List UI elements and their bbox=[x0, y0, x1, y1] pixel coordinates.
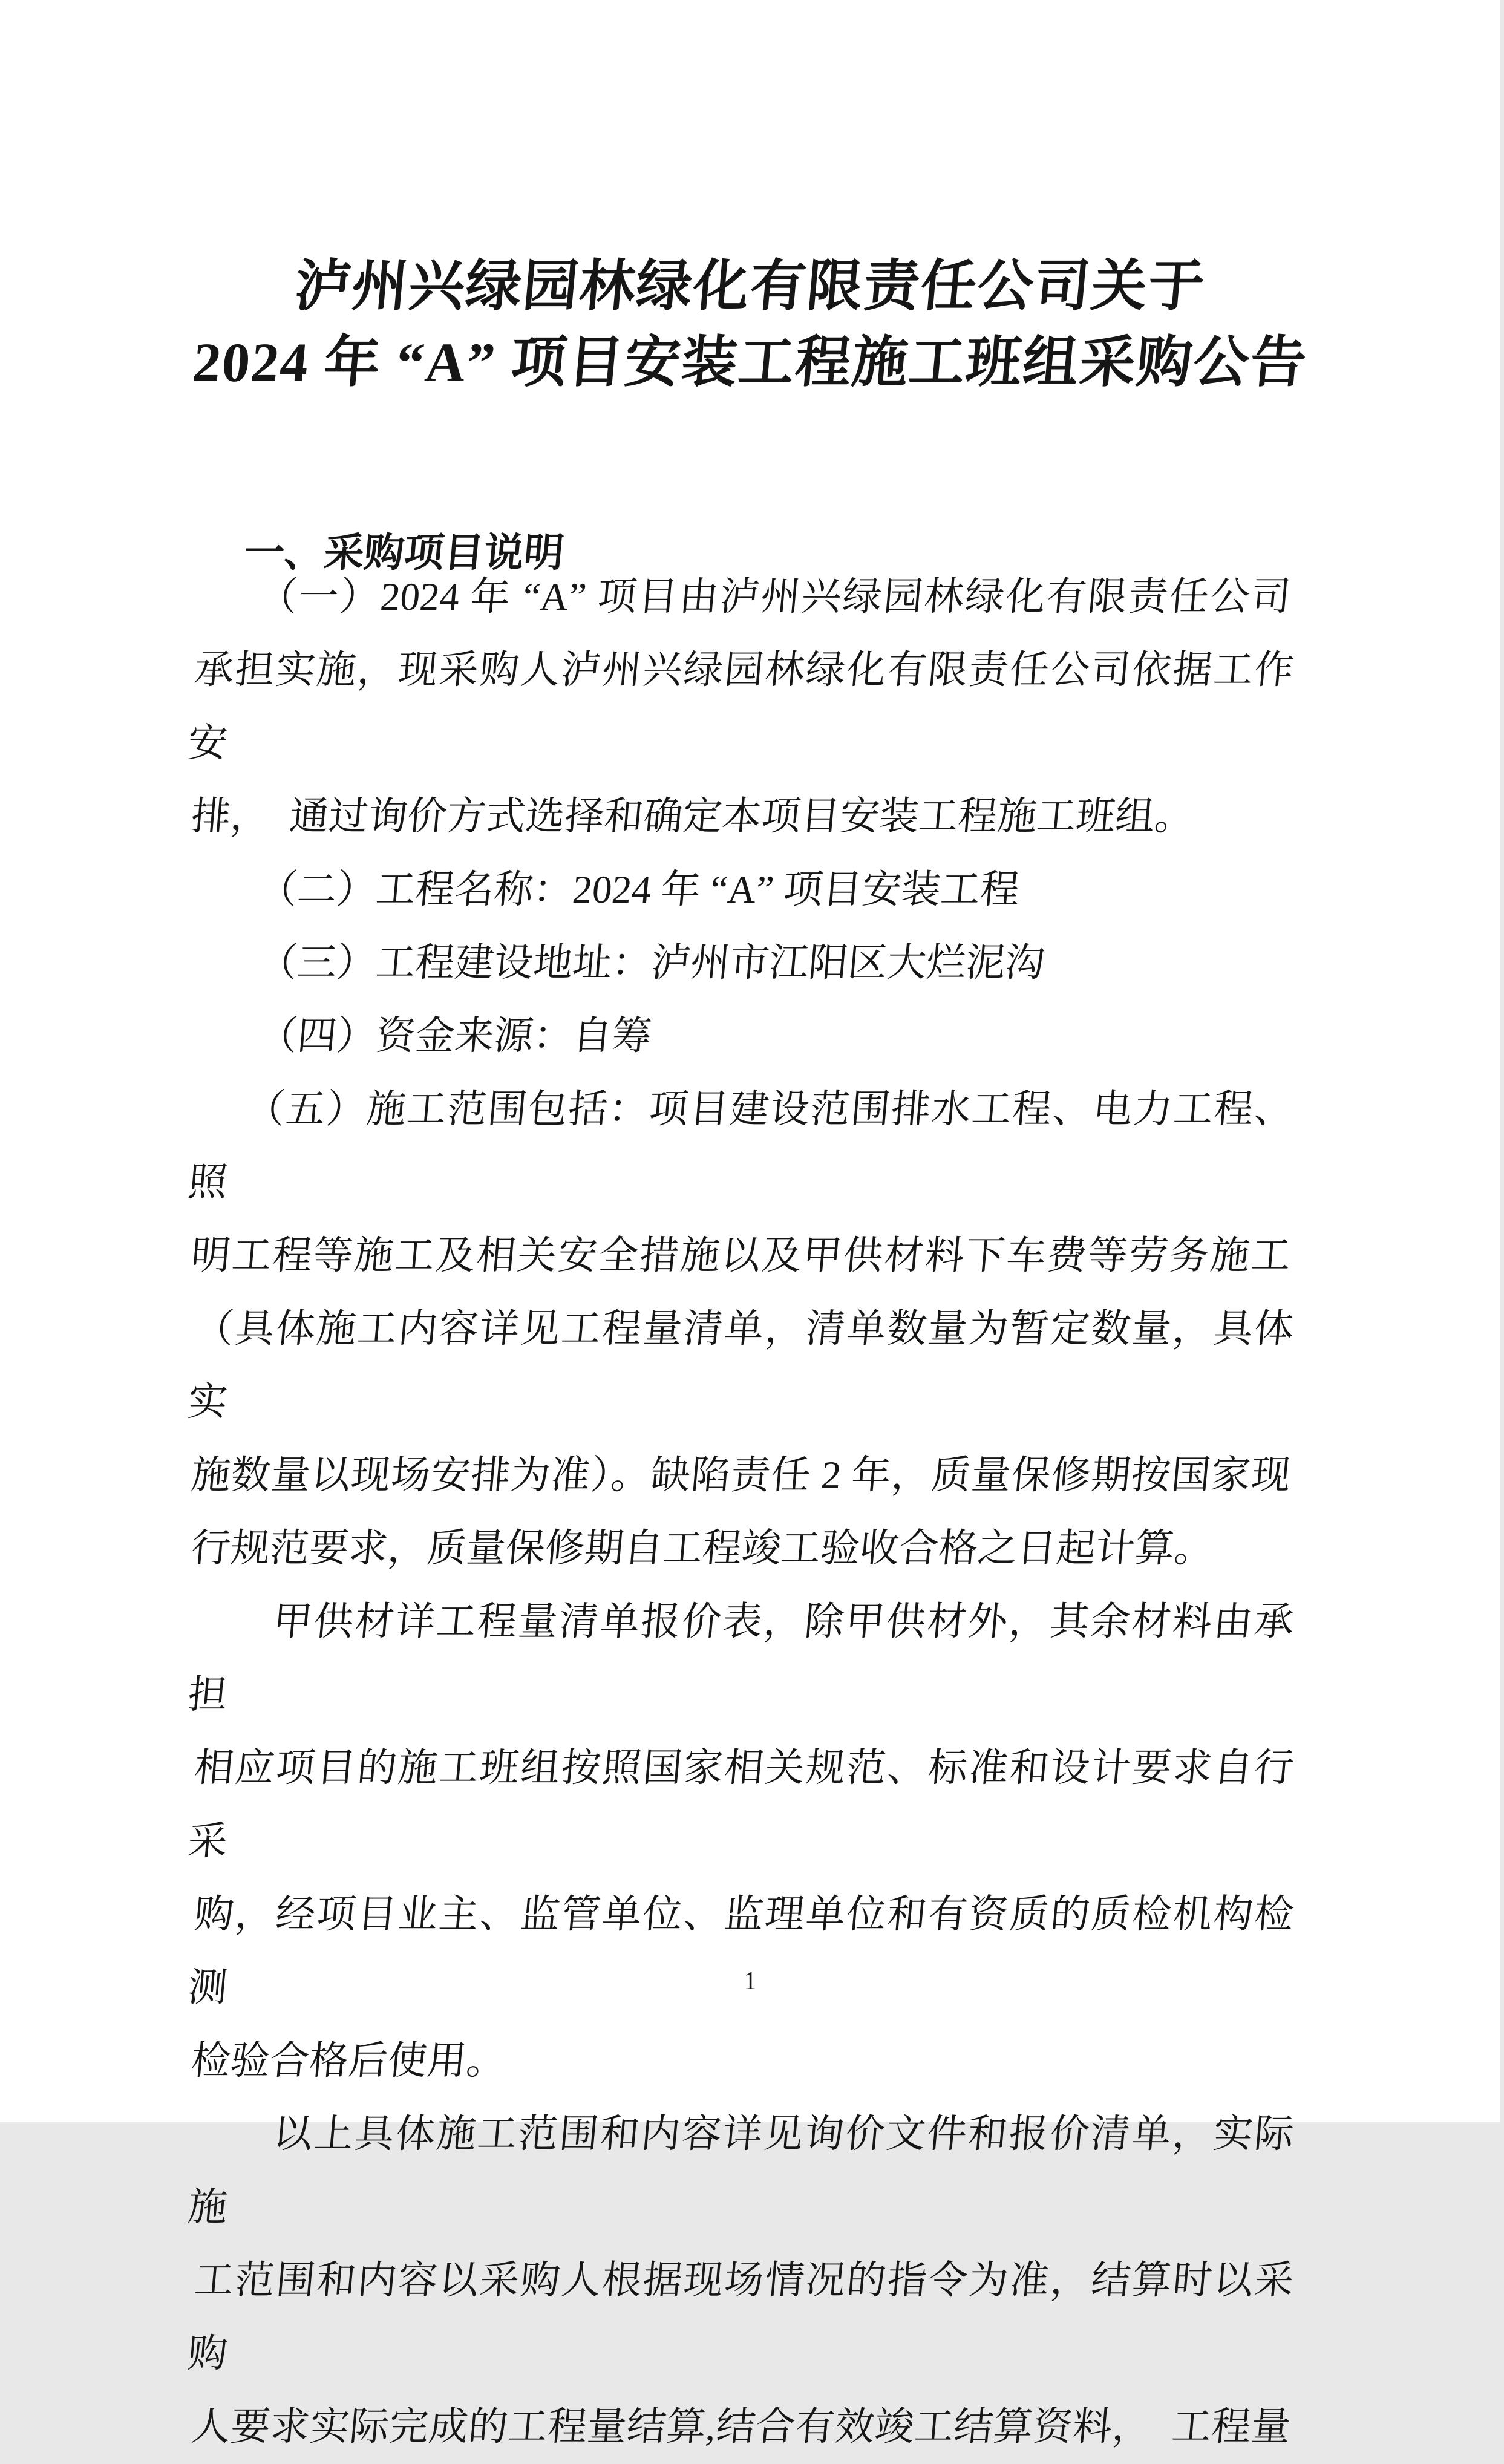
page-number: 1 bbox=[744, 1967, 757, 1995]
document-title-line2: 2024 年 “A” 项目安装工程施工班组采购公告 bbox=[190, 332, 1310, 393]
body-line: 人要求实际完成的工程量结算,结合有效竣工结算资料， 工程量 bbox=[189, 2405, 1293, 2449]
document-title bbox=[0, 248, 1500, 400]
document-title-line1: 泸州兴绿园林绿化有限责任公司关于 bbox=[292, 255, 1208, 317]
body-line: （一）2024 年 “A” 项目由泸州兴绿园林绿化有限责任公司 bbox=[256, 575, 1293, 619]
document-body bbox=[186, 561, 1296, 2464]
body-line: 行规范要求，质量保修期自工程竣工验收合格之日起计算。 bbox=[189, 1527, 1216, 1570]
body-line: 明工程等施工及相关安全措施以及甲供材料下车费等劳务施工 bbox=[189, 1234, 1293, 1278]
body-line: （具体施工内容详见工程量清单，清单数量为暂定数量，具体实 bbox=[186, 1307, 1296, 1424]
body-line: 施数量以现场安排为准）。缺陷责任 2 年，质量保修期按国家现 bbox=[189, 1454, 1293, 1497]
body-line: （五）施工范围包括：项目建设范围排水工程、电力工程、照 bbox=[186, 1088, 1296, 1204]
body-line: 工范围和内容以采购人根据现场情况的指令为准，结算时以采购 bbox=[186, 2259, 1296, 2376]
body-line: 甲供材详工程量清单报价表，除甲供材外，其余材料由承担 bbox=[186, 1600, 1296, 1717]
body-line: 检验合格后使用。 bbox=[189, 2039, 508, 2083]
body-line: 承担实施，现采购人泸州兴绿园林绿化有限责任公司依据工作安 bbox=[186, 649, 1296, 765]
body-line: （四）资金来源：自筹 bbox=[256, 1015, 653, 1058]
section-heading: 一、采购项目说明 bbox=[242, 529, 566, 575]
body-line: 购，经项目业主、监管单位、监理单位和有资质的质检机构检测 bbox=[186, 1893, 1296, 2010]
body-line: 以上具体施工范围和内容详见询价文件和报价清单，实际施 bbox=[186, 2113, 1296, 2229]
body-line: （二）工程名称：2024 年 “A” 项目安装工程 bbox=[256, 868, 1022, 912]
body-line: 排， 通过询价方式选择和确定本项目安装工程施工班组。 bbox=[189, 795, 1196, 838]
body-line: 相应项目的施工班组按照国家相关规范、标准和设计要求自行采 bbox=[186, 1747, 1296, 1863]
body-line: （三）工程建设地址：泸州市江阳区大烂泥沟 bbox=[256, 941, 1047, 985]
